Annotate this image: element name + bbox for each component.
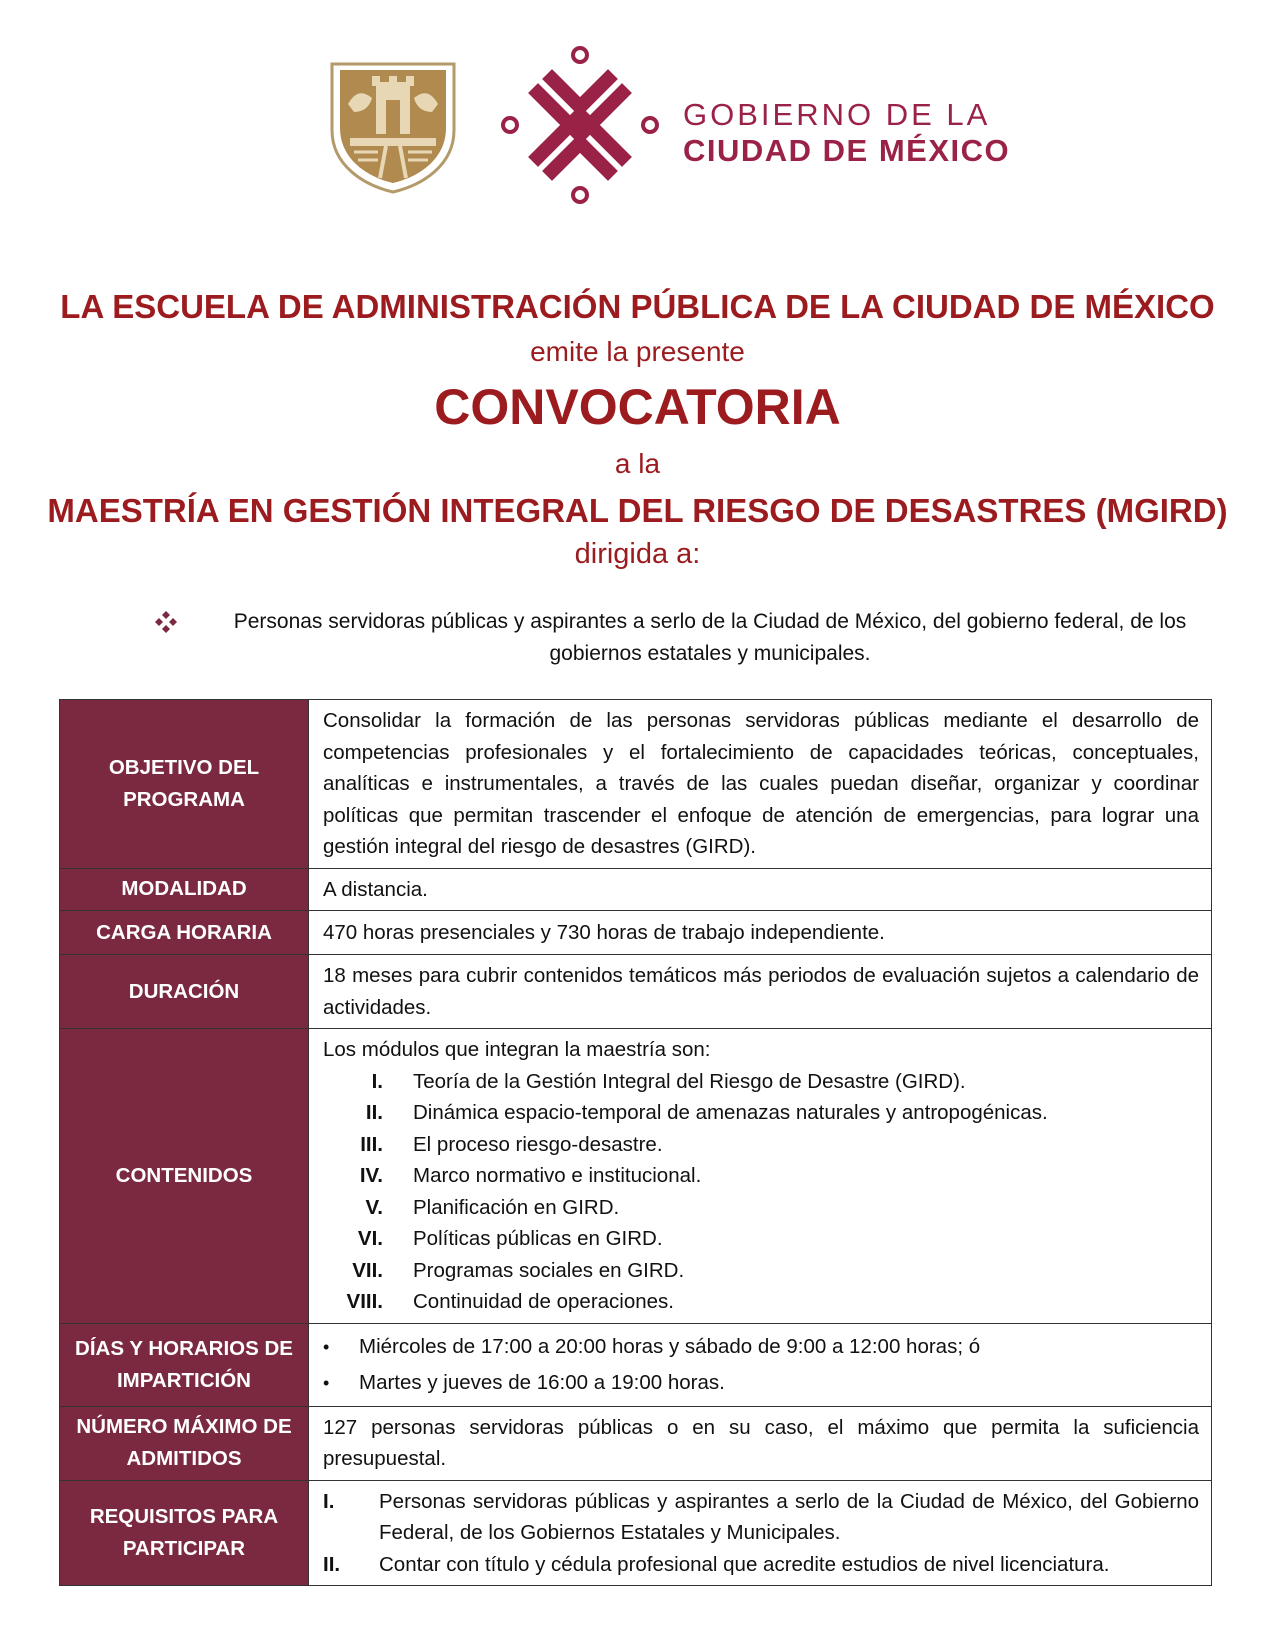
row-objetivo — [60, 700, 1212, 869]
list-item — [309, 1486, 1199, 1549]
module-text: Marco normativo e institucional. — [413, 1164, 702, 1187]
row-modalidad — [60, 868, 1212, 911]
value-carga: 470 horas presenciales y 730 horas de trabajo independiente. — [309, 911, 1212, 955]
module-number: V. — [365, 1195, 383, 1219]
label-requisitos: REQUISITOS PARA PARTICIPAR — [60, 1480, 309, 1586]
module-text: Continuidad de operaciones. — [413, 1290, 674, 1313]
header-logos — [0, 45, 1275, 205]
value-dias — [309, 1323, 1212, 1406]
row-dias — [60, 1323, 1212, 1406]
requirement-number: II. — [323, 1552, 341, 1576]
row-contenidos — [60, 1029, 1212, 1324]
program-info-table — [59, 699, 1212, 1586]
label-numero: NÚMERO MÁXIMO DE ADMITIDOS — [60, 1406, 309, 1480]
requirement-number: I. — [323, 1489, 335, 1513]
list-item — [323, 1255, 1199, 1287]
list-item — [323, 1129, 1199, 1161]
gov-line-2: CIUDAD DE MÉXICO — [683, 133, 1011, 168]
module-number: VII. — [352, 1258, 383, 1282]
row-carga — [60, 911, 1212, 955]
list-item — [323, 1223, 1199, 1255]
value-duracion: 18 meses para cubrir contenidos temáticos más periodos de evaluación sujetos a calendario de actividades. — [309, 955, 1212, 1029]
label-contenidos: CONTENIDOS — [60, 1029, 309, 1324]
requirement-text: Personas servidoras públicas y aspirantes a serlo de la Ciudad de México, del Gobierno Federal, de los Gobiernos Estatales y Municipales. — [379, 1489, 1199, 1544]
value-contenidos — [309, 1029, 1212, 1324]
row-numero — [60, 1406, 1212, 1480]
module-number: II. — [365, 1101, 383, 1124]
bullet-icon: • — [323, 1372, 330, 1393]
value-objetivo: Consolidar la formación de las personas servidoras públicas mediante el desarrollo de competencias profesionales y el fortalecimiento de capacidades teóricas, conceptuales, analíticas e instrumentales, a través de las cuales puedan diseñar, organizar y coordinar políticas que permitan trascender el enfoque de atención de emergencias, para lograr una gestión integral del riesgo de desastres (GIRD). — [309, 700, 1212, 869]
module-number: VI. — [357, 1227, 383, 1250]
schedule-list — [323, 1329, 1199, 1401]
convocatoria-title: CONVOCATORIA — [434, 379, 841, 435]
audience-text: Personas servidoras públicas y aspirantes a serlo de la Ciudad de México, del gobierno federal, de los gobiernos estatales y municipales. — [233, 610, 1187, 665]
row-duracion — [60, 955, 1212, 1029]
gov-line-1: GOBIERNO DE LA — [683, 97, 991, 132]
a-la-text: a la — [614, 448, 661, 479]
list-item — [309, 1549, 1199, 1581]
program-title: MAESTRÍA EN GESTIÓN INTEGRAL DEL RIESGO DE DESASTRES (MGIRD) — [47, 492, 1228, 529]
label-dias: DÍAS Y HORARIOS DE IMPARTICIÓN — [60, 1323, 309, 1406]
list-item — [323, 1066, 1199, 1098]
list-item — [323, 1329, 1199, 1365]
dirigida-text: dirigida a: — [574, 538, 701, 570]
module-number: I. — [371, 1069, 383, 1093]
list-item — [323, 1160, 1199, 1192]
diamond-bullet-icon — [154, 610, 178, 634]
module-list — [323, 1066, 1199, 1318]
module-number: IV. — [359, 1164, 383, 1187]
module-text: Teoría de la Gestión Integral del Riesgo de Desastre (GIRD). — [413, 1069, 966, 1093]
value-numero: 127 personas servidoras públicas o en su caso, el máximo que permita la suficiencia presupuestal. — [309, 1406, 1212, 1480]
module-text: Dinámica espacio-temporal de amenazas naturales y antropogénicas. — [413, 1101, 1048, 1124]
schedule-text: Martes y jueves de 16:00 a 19:00 horas. — [359, 1370, 725, 1394]
list-item — [323, 1365, 1199, 1401]
audience-block — [150, 606, 1210, 670]
government-wordmark — [683, 97, 1010, 169]
list-item — [323, 1286, 1199, 1318]
list-item — [323, 1192, 1199, 1224]
school-title: LA ESCUELA DE ADMINISTRACIÓN PÚBLICA DE LA CIUDAD DE MÉXICO — [60, 288, 1215, 325]
list-item — [323, 1097, 1199, 1129]
module-text: El proceso riesgo-desastre. — [413, 1132, 663, 1156]
label-duracion: DURACIÓN — [60, 955, 309, 1029]
row-requisitos — [60, 1480, 1212, 1586]
module-text: Programas sociales en GIRD. — [413, 1258, 685, 1282]
module-number: VIII. — [346, 1290, 383, 1313]
requirements-list — [309, 1486, 1199, 1581]
module-text: Planificación en GIRD. — [413, 1195, 620, 1219]
label-modalidad: MODALIDAD — [60, 868, 309, 911]
cdmx-logo-icon — [500, 45, 660, 205]
label-objetivo: OBJETIVO DEL PROGRAMA — [60, 700, 309, 869]
module-number: III. — [360, 1132, 383, 1156]
contenidos-intro: Los módulos que integran la maestría son: — [323, 1038, 711, 1061]
coat-of-arms-icon — [328, 60, 458, 195]
value-requisitos — [309, 1480, 1212, 1586]
value-modalidad: A distancia. — [309, 868, 1212, 911]
bullet-icon: • — [323, 1336, 330, 1357]
emite-text: emite la presente — [530, 336, 745, 367]
module-text: Políticas públicas en GIRD. — [413, 1227, 663, 1250]
requirement-text: Contar con título y cédula profesional que acredite estudios de nivel licenciatura. — [379, 1552, 1110, 1576]
label-carga: CARGA HORARIA — [60, 911, 309, 955]
schedule-text: Miércoles de 17:00 a 20:00 horas y sábado de 9:00 a 12:00 horas; ó — [359, 1334, 981, 1358]
